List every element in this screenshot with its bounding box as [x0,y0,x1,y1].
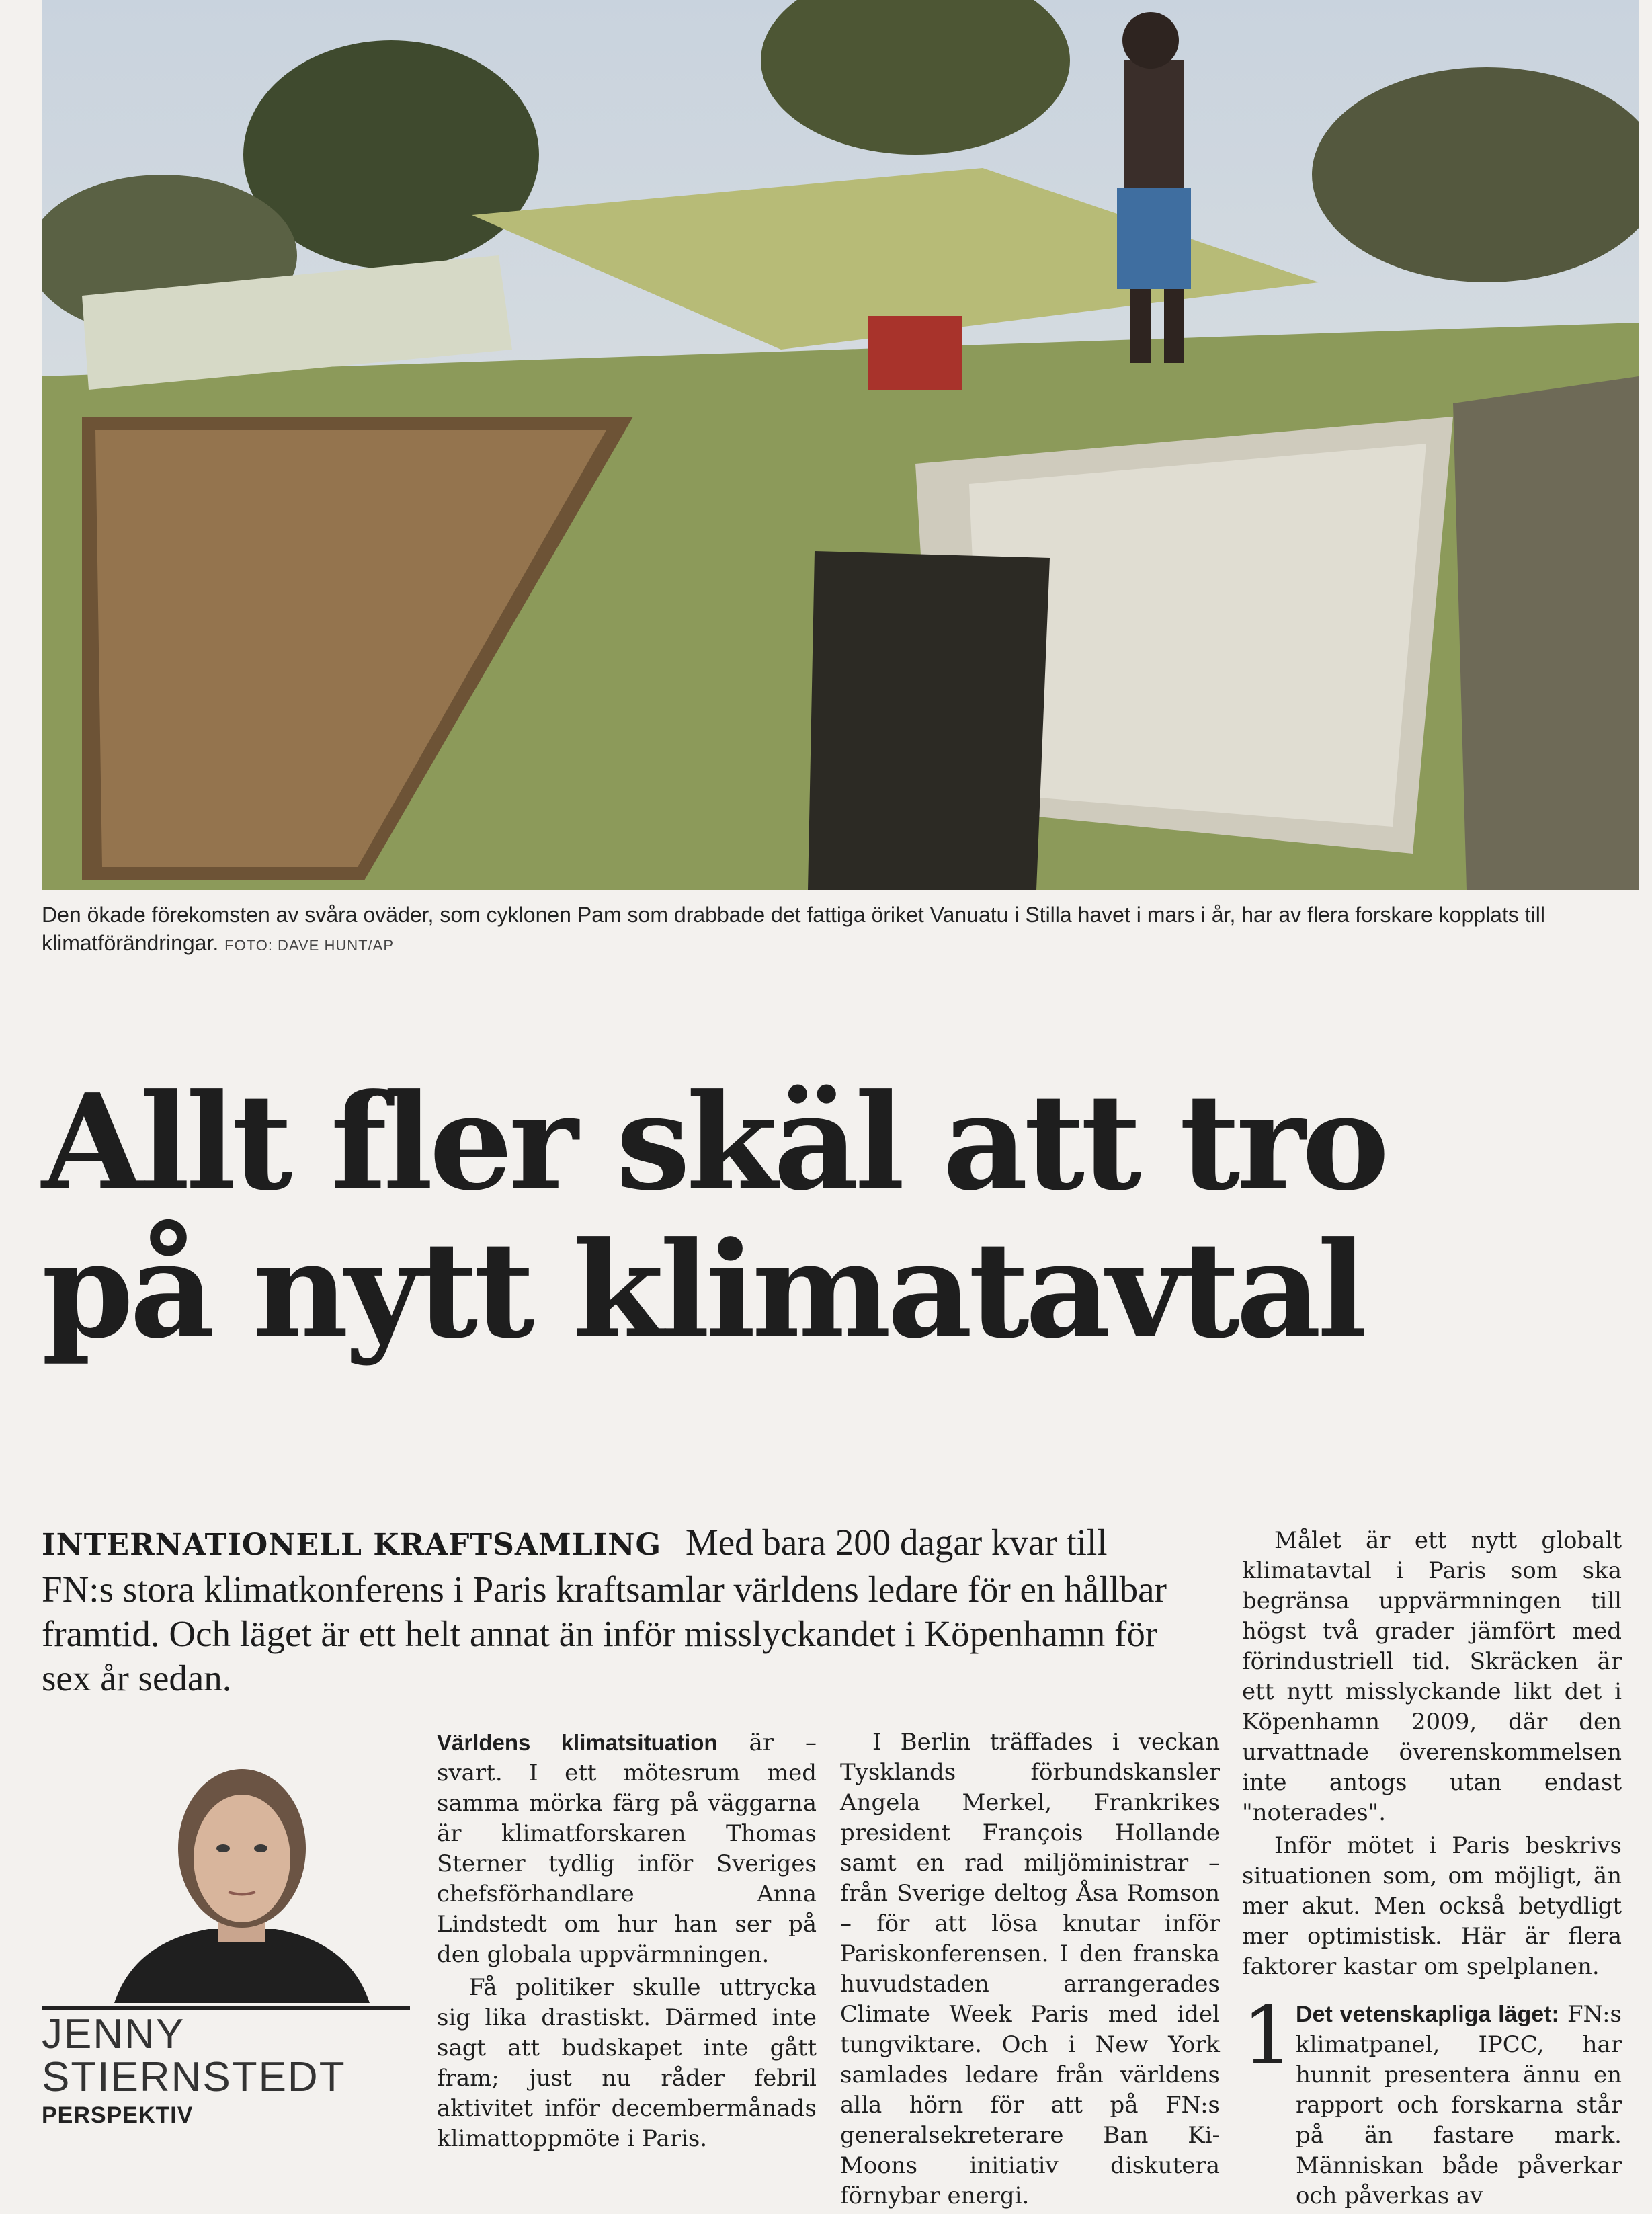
body-column-2 [840,1727,1220,2214]
column-1-lead: Världens klimatsituation [437,1730,718,1755]
fact-point-text: FN:s klimatpanel, IPCC, har hunnit presentera ännu en rapport och forskarna står på än fastare mark. Människan både påverkar och påverkas av [1296,2001,1622,2209]
body-column-1 [437,1727,817,2157]
ingress-kicker: INTERNATIONELL KRAFTSAMLING [42,1528,662,1562]
body-column-3 [1242,1526,1622,2211]
author-portrait [74,1748,410,2003]
article-ingress [42,1520,1184,1700]
caption-text: Den ökade förekomsten av svåra oväder, som cyklonen Pam som drabbade det fattiga öriket Vanuatu i Stilla havet i mars i år, har av flera forskare kopplats till klimatförändringar. [42,903,1545,955]
column-2-paragraph-1: I Berlin träffades i veckan Tysklands förbundskansler Angela Merkel, Frankrikes president François Hollande samt en rad miljöministrar – från Sverige deltog Åsa Romson – för att lösa knutar inför Pariskonferensen. I den franska huvudstaden arrangerades Climate Week Paris med idel tungviktare. Och i New York samlades ledare från världens alla hörn för att på FN:s generalsekreterare Ban Ki-Moons initiativ diskutera förnybar energi. [840,1729,1220,2209]
photo-credit: FOTO: DAVE HUNT/AP [224,937,395,954]
fact-point-title: Det vetenskapliga läget: [1296,2002,1559,2027]
author-name [42,2013,418,2099]
fact-point-number: 1 [1242,1990,1294,2083]
byline-divider [42,2006,410,2010]
article-photo [42,0,1639,890]
article-headline [42,1065,1641,1368]
author-last-name: STIERNSTEDT [42,2054,346,2100]
photo-caption [42,901,1628,960]
headline-line-2: på nytt klimatavtal [42,1213,1364,1368]
fact-point-1 [1242,1990,1622,2211]
column-1-paragraph-1: är – svart. I ett mötesrum med samma mörka färg på väggarna är klimatforskaren Thomas Sterner tydlig inför Sveriges chefsförhandlare Anna Lindstedt om hur han ser på den globala uppvärmningen. [437,1729,817,1968]
headline-line-1: Allt fler skäl att tro [42,1065,1386,1220]
column-3-paragraph-2: Inför mötet i Paris beskrivs situationen som, om möjligt, än mer akut. Men också betydligt mer optimistisk. Här är flera faktorer kastar om spelplanen. [1242,1832,1622,1980]
ingress-text: Med bara 200 dagar kvar till FN:s stora klimatkonferens i Paris kraftsamlar världens ledare för en hållbar framtid. Och läget är ett helt annat än inför misslyckandet i Köpenhamn för sex år sedan. [42,1522,1167,1698]
column-3-paragraph-1: Målet är ett nytt globalt klimatavtal i Paris som ska begränsa uppvärmningen till högst två grader jämfört med förindustriell tid. Skräcken är ett nytt misslyckande likt det i Köpenhamn 2009, där den urvattnade överenskommelsen inte antogs utan endast "noterades". [1242,1527,1622,1826]
author-first-name: JENNY [42,2011,185,2057]
cyclone-debris-image [42,0,1639,890]
column-1-paragraph-2: Få politiker skulle uttrycka sig lika drastiskt. Därmed inte sagt att budskapet inte gått fram; just nu råder febril aktivitet inför decembermånads klimattoppmöte i Paris. [437,1974,817,2152]
section-tag: PERSPEKTIV [42,2102,194,2128]
author-portrait-image [74,1748,410,2003]
